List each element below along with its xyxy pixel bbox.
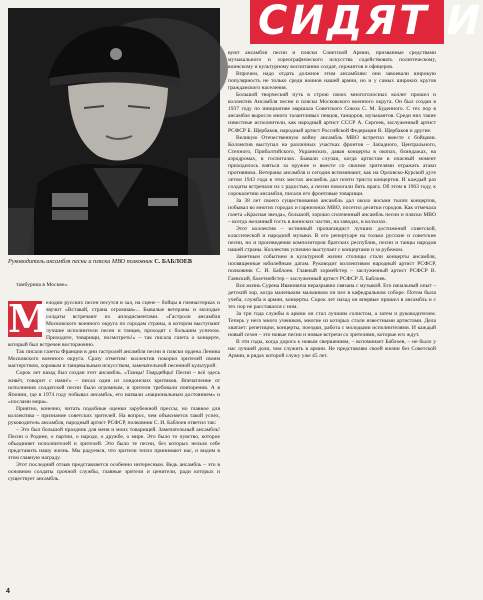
left-paragraph: елодии русских песен несутся в зал, на сцене – бойцы в гимнастерках и звучит «Вставай, страна огромная»... Бывалые ветераны и молодые солдаты встречают их аплодисментами. «Гастроли ансамбля Московского военного округа по городам страны, в котором выступают лучшие исполнители песен и танцев, проходят с большим успехом. Приходите, товарищи, посмотреть!» – так писала газета о концерте, который был встречен восторженно. xyxy=(8,300,220,349)
left-column-top xyxy=(8,282,220,289)
headline-text: СИДЯТ И xyxy=(258,0,483,44)
left-paragraph: Этот последний отзыв представляется особенно интересным. Ведь ансамбль – это в основном солдаты срочной службы, главные зрители и ценители, ради которых и существует ансамбль. xyxy=(8,462,220,483)
right-paragraph: Великую Отечественную войну ансамбль МВО встретил вместе с бойцами. Коллектив выступал на различных участках фронтов – Западного, Центрального, Степного, Прибалтийского, Украинских, давая концерты в окопах, блиндажах, на аэродромах, в госпиталях. Бывали случаи, когда артистам в опасный момент приходилось взяться за оружие и вместе со своими зрителями отражать атаки противника. Ветераны ансамбля и сегодня вспоминают, как на Орловско-Курской дуге летом 1943 года в этих местах ансамбль дал почти триста концертов. И каждый раз солдаты встречали их с радостью, а песни помогали бить врага. Об этом в 1963 году, к сорокалетию ансамбля, писали его фронтовые товарищи. xyxy=(228,134,436,197)
left-paragraph: Так писали газеты Франции в дни гастролей ансамбля песни и пляски ордена Ленина Московского военного округа. Сразу отметим: коллектив покорил зрителей своим мастерством, хоровым и танцевальным искусством, замечательной песенной культурой. xyxy=(8,349,220,370)
dropcap-letter: М xyxy=(8,296,51,341)
caption-role: Руководитель ансамбля песни и пляски МВО полковник xyxy=(8,258,153,265)
left-paragraph: Приятно, конечно, читать подобные оценки зарубежной прессы, но главное для коллектива – признание советских зрителей. На вопрос, чем объясняется такой успех, руководитель ансамбля, народный артист РСФСР, полковник С. И. Баблоев ответил так: xyxy=(8,405,220,426)
left-column xyxy=(8,296,220,585)
right-paragraph: вуют ансамбли песни и пляски Советской Армии, призванные средствами музыкального и хореографического искусства содействовать политическому, воинскому и культурному воспитанию солдат, сержантов и офицеров. xyxy=(228,50,436,71)
left-paragraph: Сорок лет назад был создан этот ансамбль. «Танцы! Гвардейцы! Песни – всё здесь живёт, говорит с нами!» – писал один из лондонских критиков. Впечатление от исполнения солдатской песни было огромным, и зрители требовали повторения. А в Японии, где в 1974 году побывал ансамбль, его назвали «национальным достоянием» и «послами мира». xyxy=(8,370,220,405)
right-paragraph: Большой творческий путь в строю своих многоголосных коллег прошел и коллектив Ансамбля песни и пляски Московского военного округа. Он был создан в 1937 году по инициативе маршала Советского Союза С. М. Буденного. С тех пор в ансамбле выросло много талантливых певцов, танцоров, музыкантов. Среди них такие известные исполнители, как народный артист СССР А. Сергеев, заслуженный артист РСФСР Б. Щербаков, народный артист Российской Федерации В. Щербаков и другие. xyxy=(228,92,436,134)
lead-fragment: тамбурина в Москве». xyxy=(16,282,69,288)
dropcap-paragraph xyxy=(8,296,220,349)
right-paragraph: Впрочем, надо отдать должное этим ансамблям: они завоевали широкую популярность не только среди воинов нашей армии, но и у самых широких кругов гражданского населения. xyxy=(228,71,436,92)
portrait-photo xyxy=(8,8,220,255)
right-paragraph: Этот коллектив – истинный пропагандист лучших достижений советской, классической и народной музыки. В его репертуаре на только русские и советские песни, но и произведения композиторов братских республик, песни и танцы народов нашей страны. Коллектив успешно выступает с концертами и за рубежом. xyxy=(228,226,436,254)
right-paragraph: За три года службы в армии он стал лучшим солистом, а затем и руководителем. Теперь у него много учеников, многие из которых стали известными артистами. Дела хватает: репетиции, концерты, поездки, работа с молодыми исполнителями. И каждый новый сезон – это новые песни и новые встречи со зрителями, которые его ждут. xyxy=(228,310,436,338)
page-number: 4 xyxy=(6,588,10,595)
article-headline xyxy=(250,0,483,44)
right-paragraph: Вся жизнь Сурена Ивановича неразрывно связана с музыкой. Его начальный опыт – детский хор, когда маленьким мальчиком он пел в кафедральном соборе. Потом была учеба, служба в армии, концерты. Сорок лет назад он впервые пришел в ансамбль и с тех пор не расставался с ним. xyxy=(228,282,436,310)
officer-portrait-icon xyxy=(8,8,220,255)
left-paragraph: – Это был большой праздник для меня и моих товарищей. Замечательный ансамбль! Песни о Родине, о партии, о народе, о дружбе, о мире. Это было то чувство, которое объединяет исполнителей и зрителей. Это было те песни, без которых нельзя себе представить нашу жизнь. Мы радуемся, что зрители тепло принимают нас, и видим в этом главную награду. xyxy=(8,426,220,462)
right-paragraph: Заметным событием в культурной жизни столицы стали концерты ансамбля, посвященные юбилейным датам. Руководит коллективом народный артист РСФСР, полковник С. И. Баблоев. Главный хормейстер – заслуженный артист РСФСР В. Гаевский, балетмейстер – заслуженный артист РСФСР Л. Баблоев. xyxy=(228,254,436,282)
right-paragraph: За 38 лет своего существования ансамбль дал около восьми тысяч концертов, побывал во многих городах и гарнизонах МВО, посетил десятки городов. Как отмечала газета «Красная звезда», большой, хорошо сплоченный ансамбль песни и пляски МВО – всегда желанный гость в воинских частях, на заводах, в колхозах. xyxy=(228,197,436,226)
caption-name: С. БАБЛОЕВ xyxy=(154,258,193,265)
photo-caption xyxy=(8,258,220,265)
right-column xyxy=(228,50,436,590)
right-paragraph: В эти годы, когда дорога к новым свершениям, – вспоминает Баблоев, – не было у нас лучшей доли, чем служить в армии. Не представляю своей жизни без Советской Армии, в рядах которой служу уже 45 лет. xyxy=(228,338,436,360)
